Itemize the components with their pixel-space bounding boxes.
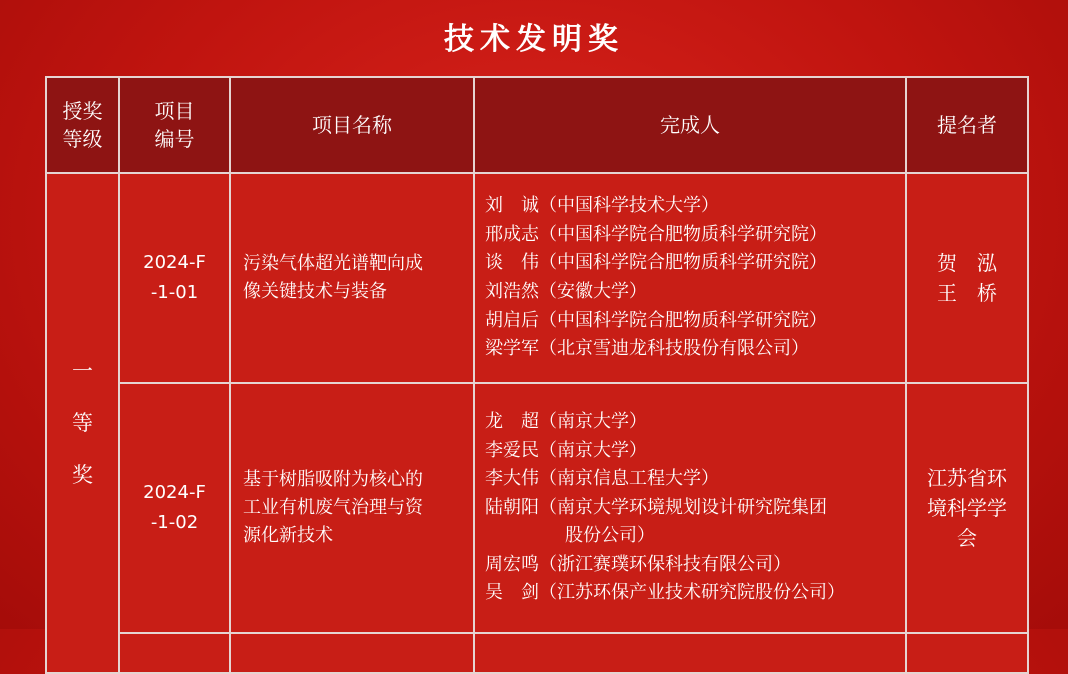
award-table: [45, 76, 1029, 674]
header-grade: 授奖 等级: [46, 77, 119, 173]
completer: 刘 诚（中国科学技术大学）: [485, 195, 719, 217]
table-row: [46, 173, 1028, 383]
header-people: 完成人: [474, 77, 906, 173]
project-name: 污染气体超光谱靶向成 像关键技术与装备: [230, 173, 474, 383]
completer: 陆朝阳（南京大学环境规划设计研究院集团: [485, 496, 827, 518]
completer-continued: 股份公司）: [565, 525, 655, 547]
project-code: 2024-F -1-01: [119, 173, 230, 383]
header-row: [46, 77, 1028, 173]
table-row: [46, 383, 1028, 633]
award-table-container: [45, 76, 1027, 636]
project-code: 2024-F -1-02: [119, 383, 230, 633]
completer: 梁学军（北京雪迪龙科技股份有限公司）: [485, 338, 809, 360]
header-name: 项目名称: [230, 77, 474, 173]
header-nominator: 提名者: [906, 77, 1028, 173]
project-name: 基于树脂吸附为核心的 工业有机废气治理与资 源化新技术: [230, 383, 474, 633]
nominator: 江苏省环 境科学学 会: [906, 383, 1028, 633]
nominator: 贺 泓 王 桥: [906, 173, 1028, 383]
table-row-partial: [46, 633, 1028, 673]
header-code: 项目 编号: [119, 77, 230, 173]
completer: 吴 剑（江苏环保产业技术研究院股份公司）: [485, 582, 845, 604]
completer: 谈 伟（中国科学院合肥物质科学研究院）: [485, 252, 827, 274]
completer: 刘浩然（安徽大学）: [485, 281, 647, 302]
completer: 李大伟（南京信息工程大学）: [485, 468, 719, 490]
completer: 李爱民（南京大学）: [485, 439, 647, 461]
completers-list: [474, 383, 906, 633]
completer: 胡启后（中国科学院合肥物质科学研究院）: [485, 309, 827, 331]
page-title: 技术发明奖: [444, 22, 624, 57]
grade-cell: 一 等 奖: [46, 173, 119, 673]
completer: 邢成志（中国科学院合肥物质科学研究院）: [485, 223, 827, 245]
completer: 龙 超（南京大学）: [485, 410, 647, 432]
completers-list: [474, 173, 906, 383]
completer: 周宏鸣（浙江赛璞环保科技有限公司）: [485, 553, 791, 575]
